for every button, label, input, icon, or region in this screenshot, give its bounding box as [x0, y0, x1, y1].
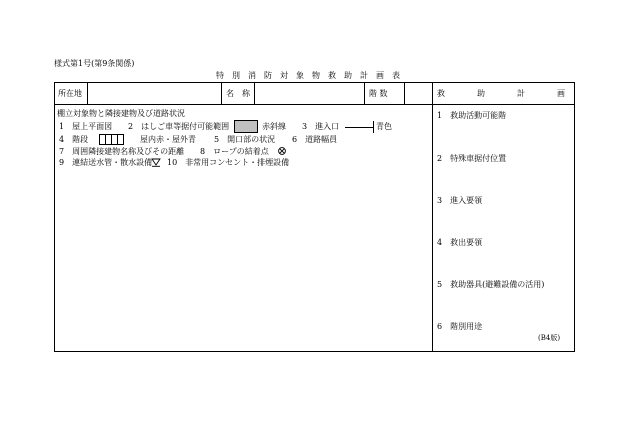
legend-red: 赤斜線 [262, 122, 286, 131]
legend-4: 4 階段 [59, 135, 89, 144]
floors-right-divider [404, 82, 405, 104]
rope-anchor-icon [278, 147, 286, 155]
legend-9: 9 連結送水管・散水設備 [59, 158, 153, 167]
legend-6: 6 道路幅員 [292, 135, 338, 144]
stairs-symbol-4 [117, 134, 124, 145]
top-row-divider [54, 104, 575, 105]
entrance-symbol-bar [373, 121, 374, 133]
floors-label: 階 数 [369, 89, 388, 98]
legend-3: 3 進入口 [302, 122, 340, 131]
legend-blue: 青色 [376, 122, 392, 131]
legend-5: 5 開口部の状況 [214, 135, 276, 144]
rescue-item-2: 2 特殊車据付位置 [437, 154, 507, 163]
legend-8: 8 ロープの結着点 [200, 147, 269, 156]
floors-left-divider [364, 82, 365, 104]
ladder-range-swatch [234, 120, 258, 133]
paper-size-note: (B4版) [538, 334, 561, 342]
legend-2: 2 はしご車等据付可能範囲 [128, 122, 230, 131]
form-number: 様式第1号(第9条関係) [54, 59, 135, 68]
rescue-item-3: 3 進入要領 [437, 196, 483, 205]
legend-1: 1 屋上平面図 [59, 122, 113, 131]
location-label: 所在地 [58, 89, 82, 98]
panel-split [432, 82, 433, 352]
entrance-symbol-line [345, 127, 373, 128]
form-title: 特 別 消 防 対 象 物 救 助 計 画 表 [216, 71, 400, 80]
rescue-item-1: 1 救助活動可能階 [437, 111, 507, 120]
rescue-item-6: 6 階別用途 [437, 322, 483, 331]
legend-stairs-desc: 屋内赤・屋外青 [140, 135, 196, 144]
name-label-left-divider [221, 82, 222, 104]
rescue-plan-header: 救 助 計 画 [437, 89, 565, 98]
legend-10: 10 非常用コンセント・排煙設備 [167, 158, 290, 167]
name-label-right-divider [254, 82, 255, 104]
sprinkler-connection-icon [151, 158, 161, 167]
legend-7: 7 周囲隣接建物名称及びその距離 [59, 147, 185, 156]
left-heading: 棚立対象物と隣接建物及び道路状況 [57, 109, 185, 118]
location-divider [87, 82, 88, 104]
name-label: 名 称 [226, 89, 250, 98]
rescue-item-4: 4 救出要領 [437, 238, 483, 247]
rescue-item-5: 5 救助器具(避難設備の活用) [437, 280, 545, 289]
